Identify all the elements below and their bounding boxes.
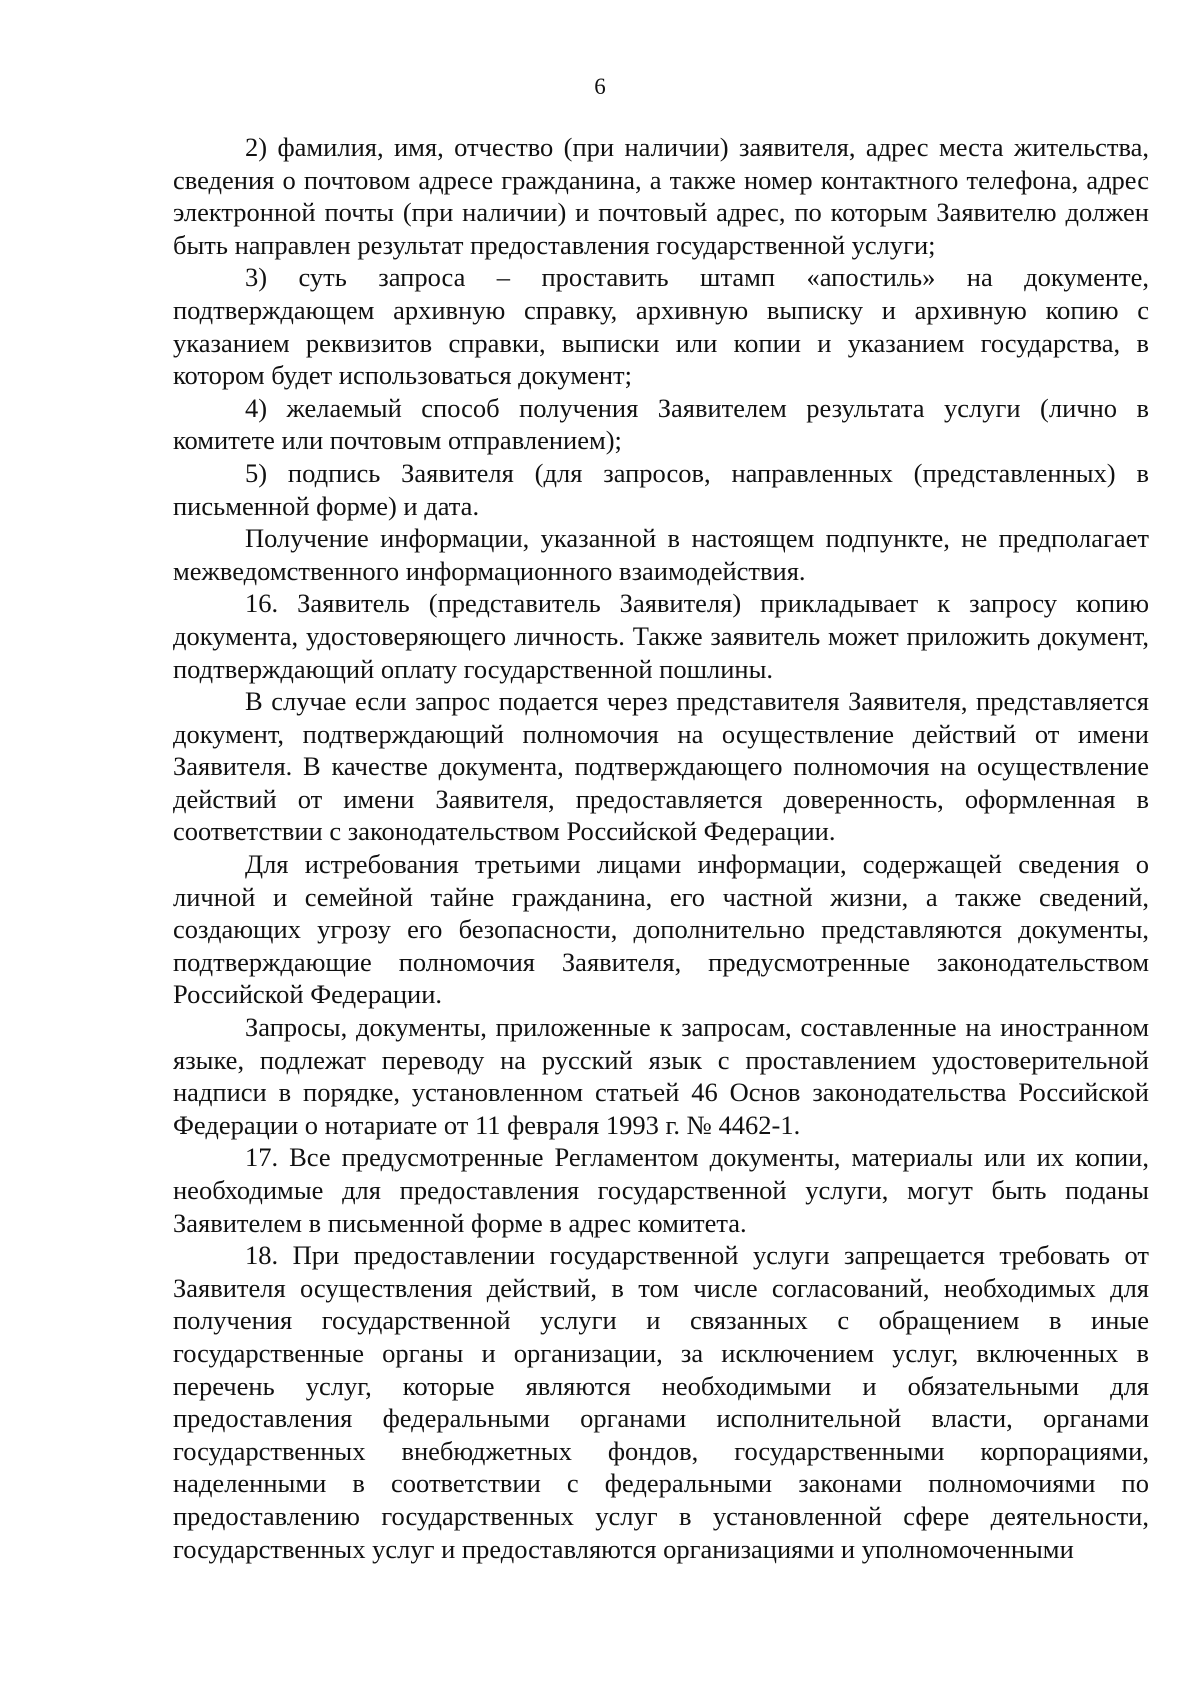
paragraph-no-interagency: Получение информации, указанной в настоящем подпункте, не предполагает межведомственного информационного взаимодействия. [173,523,1149,586]
paragraph-item-16: 16. Заявитель (представитель Заявителя) прикладывает к запросу копию документа, удостоверяющего личность. Также заявитель может приложить документ, подтверждающий оплату государственной пошлины. [173,588,1149,684]
paragraph-item-17: 17. Все предусмотренные Регламентом документы, материалы или их копии, необходимые для предоставления государственной услуги, могут быть поданы Заявителем в письменной форме в адрес комитета. [173,1142,1149,1238]
paragraph-third-parties: Для истребования третьими лицами информации, содержащей сведения о личной и семейной тайне гражданина, его частной жизни, а также сведений, создающих угрозу его безопасности, дополнительно представляются документы, подтверждающие полномочия Заявителя, предусмотренные законодательством Российской Федерации. [173,849,1149,1010]
document-body [173,131,1149,1565]
paragraph-signature-date: 5) подпись Заявителя (для запросов, направленных (представленных) в письменной форме) и дата. [173,457,1149,521]
paragraph-applicant-details: 2) фамилия, имя, отчество (при наличии) заявителя, адрес места жительства, сведения о почтовом адресе гражданина, а также номер контактного телефона, адрес электронной почты (при наличии) и почтовый адрес, по которым Заявителю должен быть направлен результат предоставления государственной услуги; [173,132,1149,260]
paragraph-item-18: 18. При предоставлении государственной услуги запрещается требовать от Заявителя осуществления действий, в том числе согласований, необходимых для получения государственной услуги и связанных с обращением в иные государственные органы и организации, за исключением услуг, включенных в перечень услуг, которые являются необходимыми и обязательными для предоставления федеральными органами исполнительной власти, органами государственных внебюджетных фондов, государственными корпорациями, наделенными в соответствии с федеральными законами полномочиями по предоставлению государственных услуг в установленной сфере деятельности, государственных услуг и предоставляются организациями и уполномоченными [173,1240,1149,1564]
page-number: 6 [594,74,606,99]
paragraph-foreign-language: Запросы, документы, приложенные к запросам, составленные на иностранном языке, подлежат переводу на русский язык с проставлением удостоверительной надписи в порядке, установленном статьей 46 Основ законодательства Российской Федерации о нотариате от 11 февраля 1993 г. № 4462-1. [173,1012,1149,1140]
paragraph-request-essence: 3) суть запроса – проставить штамп «апостиль» на документе, подтверждающем архивную справку, архивную выписку и архивную копию с указанием реквизитов справки, выписки или копии и указанием государства, в котором будет использоваться документ; [173,262,1149,391]
paragraph-receipt-method: 4) желаемый способ получения Заявителем результата услуги (лично в комитете или почтовым отправлением); [173,392,1149,456]
paragraph-representative: В случае если запрос подается через представителя Заявителя, представляется документ, подтверждающий полномочия на осуществление действий от имени Заявителя. В качестве документа, подтверждающего полномочия на осуществление действий от имени Заявителя, предоставляется доверенность, оформленная в соответствии с законодательством Российской Федерации. [173,686,1149,847]
